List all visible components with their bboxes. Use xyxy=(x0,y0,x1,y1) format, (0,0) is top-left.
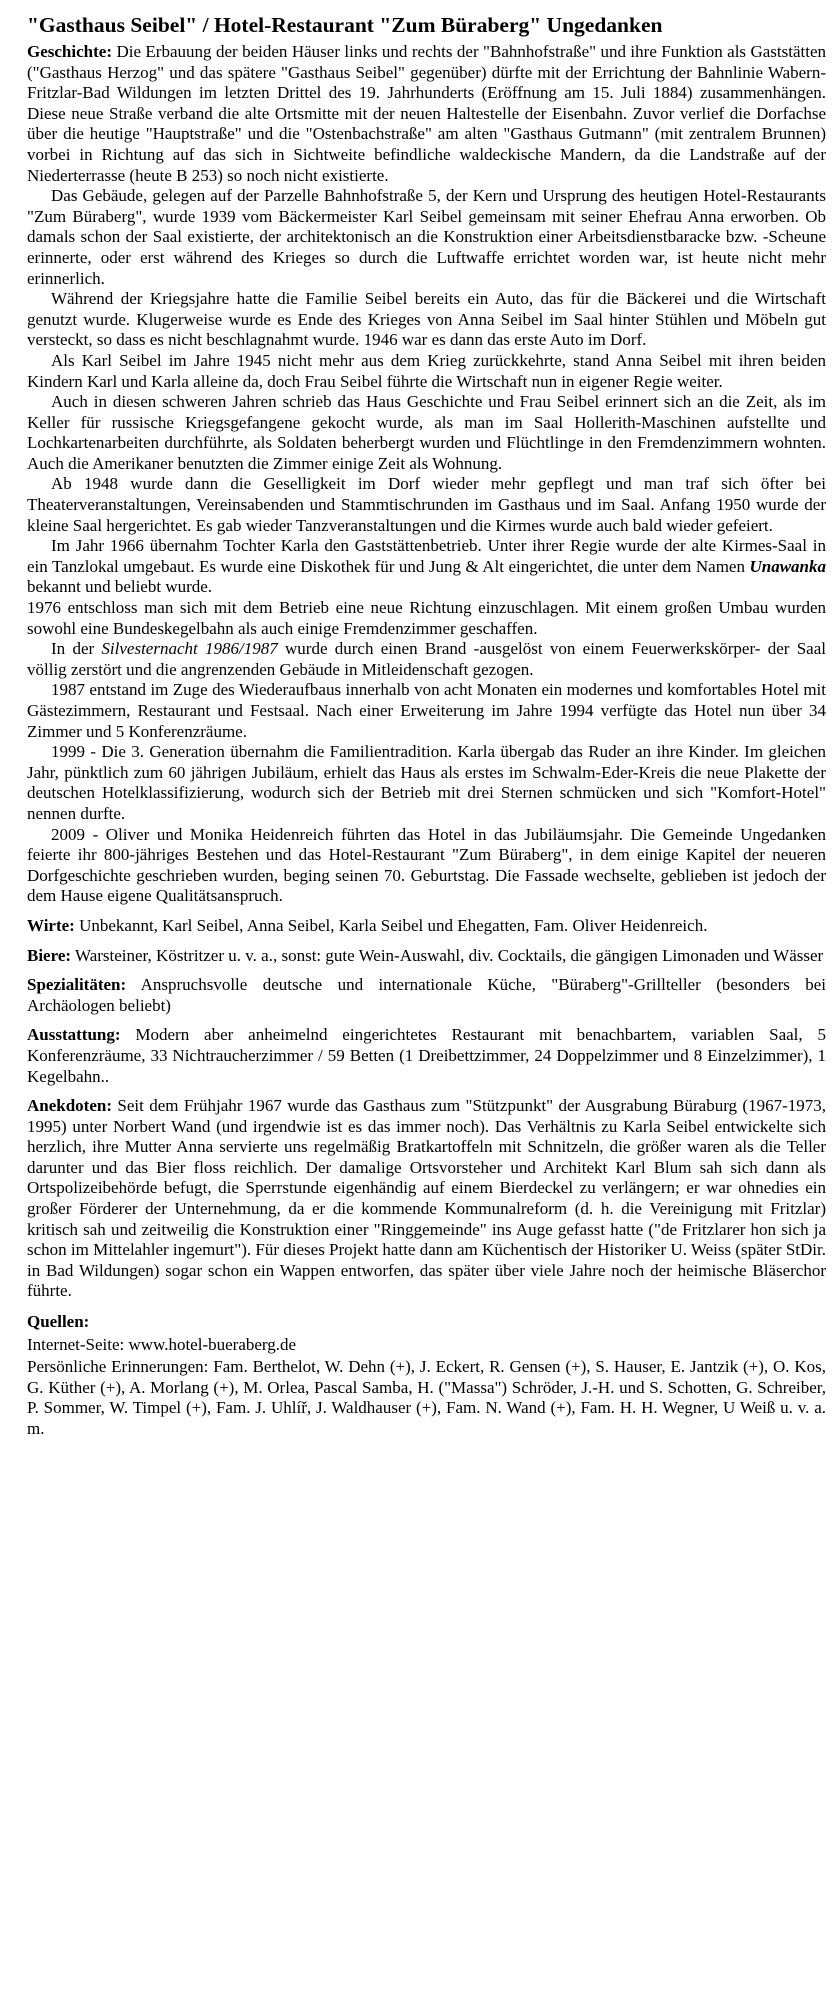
ausstattung-section xyxy=(27,1025,826,1087)
history-paragraph-7 xyxy=(27,536,826,598)
history-paragraph-2: Das Gebäude, gelegen auf der Parzelle Bahnhofstraße 5, der Kern und Ursprung des heutigen Hotel-Restaurants "Zum Büraberg", wurde 1939 vom Bäckermeister Karl Seibel gemeinsam mit seiner Ehefrau Anna erworben. Ob damals schon der Saal existierte, der architektonisch an die Konstruktion einer Arbeitsdienstbaracke bzw. -Scheune erinnerte, oder erst während des Krieges so durch die Luftwaffe errichtet worden war, ist heute nicht mehr erinnerlich. xyxy=(27,186,826,288)
history-paragraph-6: Ab 1948 wurde dann die Geselligkeit im Dorf wieder mehr gepflegt und man traf sich öfter bei Theaterveranstaltungen, Vereinsabenden und Stammtischrunden im Gasthaus und im Saal. Anfang 1950 wurde der kleine Saal hergerichtet. Es gab wieder Tanzveranstaltungen und die Kirmes wurde auch bald wieder gefeiert. xyxy=(27,474,826,535)
wirte-section xyxy=(27,916,826,937)
biere-text: Warsteiner, Köstritzer u. v. a., sonst: gute Wein-Auswahl, div. Cocktails, die gängigen Limonaden und Wässer xyxy=(75,945,824,965)
new-years-eve-date: Silvesternacht 1986/1987 xyxy=(101,639,278,659)
disco-name: Unawanka xyxy=(749,556,826,576)
history-paragraph-5: Auch in diesen schweren Jahren schrieb das Haus Geschichte und Frau Seibel erinnert sich an die Zeit, als im Keller für russische Kriegsgefangene gekocht wurde, als man im Saal Hollerith-Maschinen aufstellte und Lochkartenarbeiten durchführte, als Soldaten beherbergt wurden und Flüchtlinge in den Fremdenzimmern wohnten. Auch die Amerikaner benutzten die Zimmer einige Zeit als Wohnung. xyxy=(27,392,826,473)
history-text-9a: In der xyxy=(51,639,102,659)
history-paragraph-4: Als Karl Seibel im Jahre 1945 nicht mehr aus dem Krieg zurückkehrte, stand Anna Seibel mit ihren beiden Kindern Karl und Karla alleine da, doch Frau Seibel führte die Wirtschaft nun in eigener Regie weiter. xyxy=(27,350,826,391)
sources-heading: Quellen: xyxy=(27,1312,90,1332)
history-paragraph-10: 1987 entstand im Zuge des Wiederaufbaus innerhalb von acht Monaten ein modernes und komfortables Hotel mit Gästezimmern, Restaurant und Festsaal. Nach einer Erweiterung im Jahre 1994 verfügte das Hotel nun über 34 Zimmer und 5 Konferenzräume. xyxy=(27,680,826,741)
history-label: Geschichte: xyxy=(27,42,112,61)
ausstattung-label: Ausstattung: xyxy=(27,1025,121,1045)
spezialitaeten-label: Spezialitäten: xyxy=(27,975,127,995)
history-text-1: Die Erbauung der beiden Häuser links und rechts der "Bahnhofstraße" und ihre Funktion als Gaststätten ("Gasthaus Herzog" und das spätere "Gasthaus Seibel" gegenüber) dürfte mit der Errichtung der Bahnlinie Wabern-Fritzlar-Bad Wildungen im letzten Drittel des 19. Jahrhunderts (Eröffnung am 15. Juli 1884) zusammenhängen. Diese neue Straße verband die alte Ortsmitte mit der neuen Haltestelle der Eisenbahn. Zuvor verlief die Dorfachse über die heutige "Hauptstraße" und die "Ostenbachstraße" am alten "Gasthaus Gutmann" (mit zentralem Brunnen) vorbei in Richtung auf das sich in Sichtweite befindliche waldeckische Mandern, da die Landstraße auf der Niederterrasse (heute B 253) so noch nicht existierte. xyxy=(27,42,827,185)
history-text-9b: wurde durch einen Brand -ausgelöst von einem Feuerwerkskörper- der Saal völlig zerstört und die angrenzenden Gebäude in Mitleidenschaft gezogen. xyxy=(27,639,826,679)
history-paragraph-8: 1976 entschloss man sich mit dem Betrieb eine neue Richtung einzuschlagen. Mit einem großen Umbau wurden sowohl eine Bundeskegelbahn als auch einige Fremdenzimmer geschaffen. xyxy=(27,598,826,638)
page-title: "Gasthaus Seibel" / Hotel-Restaurant "Zum Büraberg" Ungedanken xyxy=(27,13,663,37)
anekdoten-label: Anekdoten: xyxy=(27,1096,113,1116)
source-personal-memories: Persönliche Erinnerungen: Fam. Berthelot, W. Dehn (+), J. Eckert, R. Gensen (+), S. Hauser, E. Jantzik (+), O. Kos, G. Küther (+), A. Morlang (+), M. Orlea, Pascal Samba, H. ("Massa") Schröder, J.-H. und S. Schotten, G. Schreiber, P. Sommer, W. Timpel (+), Fam. J. Uhlíř, J. Waldhauser (+), Fam. N. Wand (+), Fam. H. H. Wegner, U Weiß u. v. a. m. xyxy=(27,1357,826,1438)
anekdoten-text: Seit dem Frühjahr 1967 wurde das Gasthaus zum "Stützpunkt" der Ausgrabung Büraburg (1967-1973, 1995) unter Norbert Wand (und irgendwie ist es das immer noch). Das Verhältnis zu Karla Seibel entwickelte sich herzlich, ihre Mutter Anna servierte uns regelmäßig Bratkartoffeln mit Schnitzeln, die größer waren als die Teller darunter und das Bier floss reichlich. Der damalige Ortsvorsteher und Architekt Karl Blum sah sich dann als Ortspolizeibehörde befugt, die Sperrstunde eigenhändig auf einem Bierdeckel zu verlängern; er war ohnedies ein großer Förderer der Unternehmung, da er die kommende Kommunalreform (d. h. die Vereinigung mit Fritzlar) kritisch sah und zeitweilig die Konstruktion einer "Ringgemeinde" ins Auge gefasst hatte ("de Fritzlarer hon sich ja schon im Mittelahler ingemurt"). Für dieses Projekt hatte dann am Küchentisch der Historiker U. Weiss (später StDir. in Bad Wildungen) sogar schon ein Wappen entworfen, das später über viele Jahre noch der heimische Bläserchor führte. xyxy=(27,1096,827,1301)
spezialitaeten-section xyxy=(27,975,826,1016)
ausstattung-text: Modern aber anheimelnd eingerichtetes Restaurant mit benachbartem, variablen Saal, 5 Konferenzräume, 33 Nichtraucherzimmer / 59 Betten (1 Dreibettzimmer, 24 Doppelzimmer und 8 Einzelzimmer), 1 Kegelbahn.. xyxy=(27,1025,827,1086)
history-paragraph-9 xyxy=(27,639,826,680)
spezialitaeten-text: Anspruchsvolle deutsche und internationale Küche, "Büraberg"-Grillteller (besonders bei Archäologen beliebt) xyxy=(27,975,827,1015)
biere-label: Biere: xyxy=(27,945,72,965)
biere-section xyxy=(27,946,826,967)
wirte-text: Unbekannt, Karl Seibel, Anna Seibel, Karla Seibel und Ehegatten, Fam. Oliver Heidenreich. xyxy=(79,915,708,935)
wirte-label: Wirte: xyxy=(27,915,75,935)
history-paragraph-11: 1999 - Die 3. Generation übernahm die Familientradition. Karla übergab das Ruder an ihre Kinder. Im gleichen Jahr, pünktlich zum 60 jährigen Jubiläum, erhielt das Haus als erstes im Schwalm-Eder-Kreis die neue Plakette der deutschen Hotelklassifizierung, wodurch sich der Betrieb mit drei Sternen schmücken und sich "Komfort-Hotel" nennen durfte. xyxy=(27,742,826,823)
history-text-7a: Im Jahr 1966 übernahm Tochter Karla den Gaststättenbetrieb. Unter ihrer Regie wurde der alte Kirmes-Saal in ein Tanzlokal umgebaut. Es wurde eine Diskothek für und Jung & Alt eingerichtet, die unter dem Namen xyxy=(27,536,826,576)
history-paragraph-12: 2009 - Oliver und Monika Heidenreich führten das Hotel in das Jubiläumsjahr. Die Gemeinde Ungedanken feierte ihr 800-jähriges Bestehen und das Hotel-Restaurant "Zum Büraberg", in dem einige Kapitel der neueren Dorfgeschichte geschrieben wurden, beging seinen 70. Geburtstag. Die Fassade wechselte, geblieben ist jedoch der dem Hause eigene Qualitätsanspruch. xyxy=(27,824,826,906)
history-paragraph-3: Während der Kriegsjahre hatte die Familie Seibel bereits ein Auto, das für die Bäckerei und die Wirtschaft genutzt wurde. Klugerweise wurde es Ende des Krieges von Anna Seibel im Saal hinter Stühlen und Möbeln gut versteckt, so dass es nicht beschlagnahmt wurde. 1946 war es dann das erste Auto im Dorf. xyxy=(27,289,826,350)
history-text-7b: bekannt und beliebt wurde. xyxy=(27,577,213,597)
history-paragraph-1 xyxy=(27,42,826,186)
anekdoten-section xyxy=(27,1096,826,1302)
source-internet: Internet-Seite: www.hotel-bueraberg.de xyxy=(27,1334,297,1354)
